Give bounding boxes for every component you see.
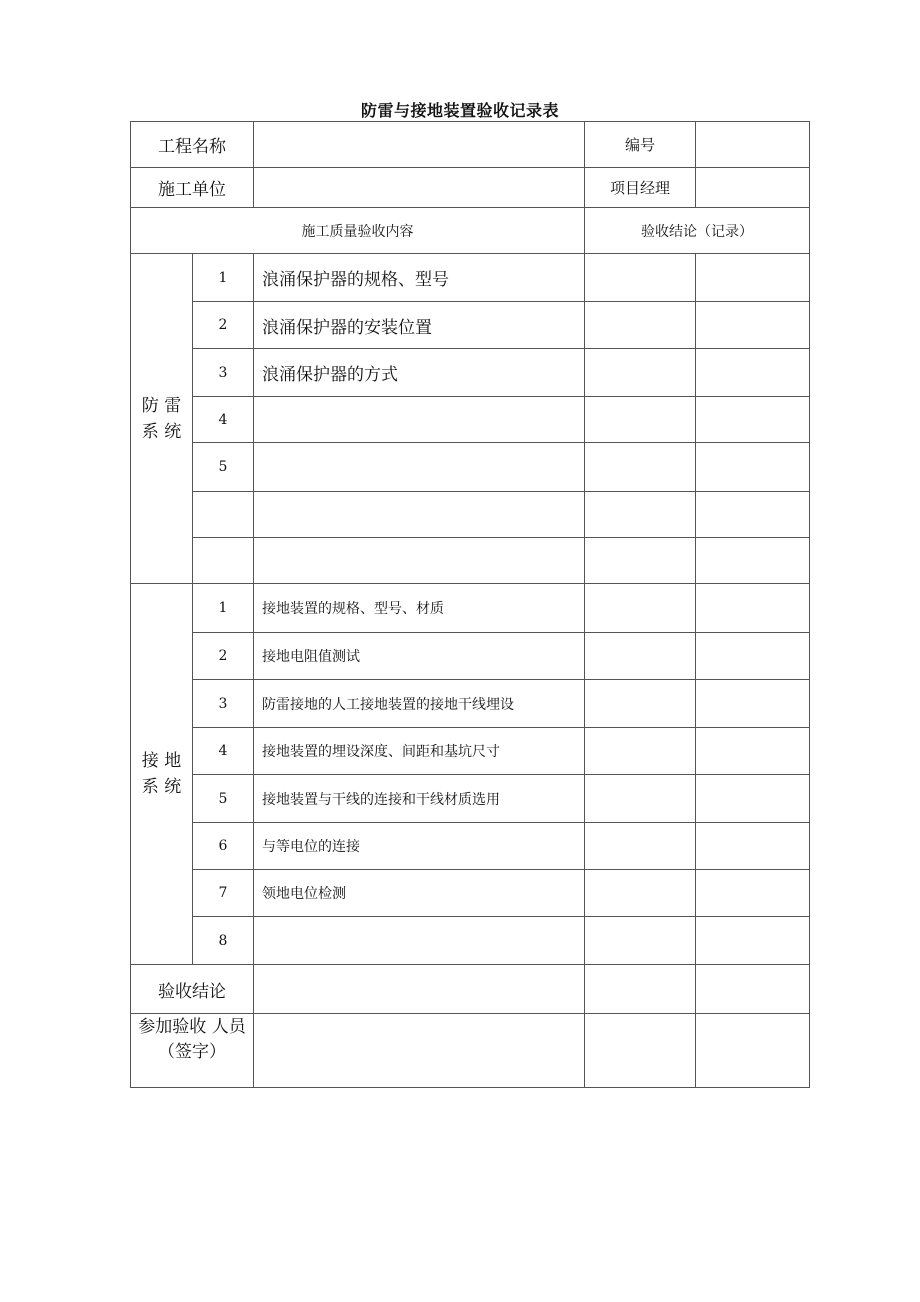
- content-header: 施工质量验收内容: [131, 208, 585, 254]
- table-row: [131, 538, 810, 584]
- project-name-field[interactable]: [254, 122, 585, 168]
- result-cell[interactable]: [585, 538, 696, 584]
- table-row: [131, 728, 810, 775]
- result-cell[interactable]: [585, 728, 696, 775]
- table-row: [131, 443, 810, 492]
- table-row: [131, 397, 810, 443]
- record-cell[interactable]: [696, 728, 810, 775]
- row-item[interactable]: [254, 492, 585, 538]
- signature-field[interactable]: [254, 1014, 585, 1088]
- result-cell[interactable]: [585, 917, 696, 965]
- result-cell[interactable]: [585, 775, 696, 823]
- table-row: [131, 349, 810, 397]
- row-number: 6: [193, 823, 254, 870]
- lightning-section-label: [131, 254, 193, 584]
- record-cell[interactable]: [696, 254, 810, 302]
- result-cell[interactable]: [585, 680, 696, 728]
- row-number: 1: [193, 254, 254, 302]
- row-number: 3: [193, 680, 254, 728]
- record-cell[interactable]: [696, 775, 810, 823]
- row-number: 7: [193, 870, 254, 917]
- record-cell[interactable]: [696, 870, 810, 917]
- record-cell[interactable]: [696, 349, 810, 397]
- row-number: 5: [193, 775, 254, 823]
- row-item: 接地装置的规格、型号、材质: [254, 584, 585, 633]
- conclusion-label: 验收结论: [131, 965, 254, 1014]
- row-number[interactable]: [193, 538, 254, 584]
- table-row: [131, 584, 810, 633]
- contractor-field[interactable]: [254, 168, 585, 208]
- conclusion-field[interactable]: [585, 965, 696, 1014]
- contractor-label: 施工单位: [131, 168, 254, 208]
- record-cell[interactable]: [696, 538, 810, 584]
- number-label: 编号: [585, 122, 696, 168]
- grounding-section-label: [131, 584, 193, 965]
- result-cell[interactable]: [585, 302, 696, 349]
- row-number: 5: [193, 443, 254, 492]
- row-item[interactable]: [254, 397, 585, 443]
- result-cell[interactable]: [585, 397, 696, 443]
- row-number: 2: [193, 302, 254, 349]
- row-item: 与等电位的连接: [254, 823, 585, 870]
- result-cell[interactable]: [585, 492, 696, 538]
- row-number[interactable]: [193, 492, 254, 538]
- signature-field[interactable]: [585, 1014, 696, 1088]
- table-row: [131, 775, 810, 823]
- project-name-row: [131, 122, 810, 168]
- acceptance-record-table: [130, 121, 810, 1088]
- result-cell[interactable]: [585, 584, 696, 633]
- participants-row: [131, 1014, 810, 1088]
- row-item: 防雷接地的人工接地装置的接地干线埋设: [254, 680, 585, 728]
- table-row: [131, 917, 810, 965]
- result-cell[interactable]: [585, 254, 696, 302]
- content-header-row: [131, 208, 810, 254]
- record-cell[interactable]: [696, 584, 810, 633]
- row-number: 4: [193, 397, 254, 443]
- conclusion-field[interactable]: [254, 965, 585, 1014]
- row-item[interactable]: [254, 538, 585, 584]
- section-label-line: 接 地: [141, 751, 182, 771]
- conclusion-record-header: 验收结论（记录）: [585, 208, 810, 254]
- participants-label-line: （签字）: [158, 1042, 226, 1062]
- row-number: 8: [193, 917, 254, 965]
- row-number: 1: [193, 584, 254, 633]
- row-item: 接地装置与干线的连接和干线材质选用: [254, 775, 585, 823]
- number-field[interactable]: [696, 122, 810, 168]
- record-cell[interactable]: [696, 443, 810, 492]
- row-item[interactable]: [254, 917, 585, 965]
- row-item: 浪涌保护器的方式: [254, 349, 585, 397]
- signature-field[interactable]: [696, 1014, 810, 1088]
- section-label-line: 防 雷: [141, 395, 182, 416]
- record-cell[interactable]: [696, 633, 810, 680]
- row-number: 4: [193, 728, 254, 775]
- contractor-row: [131, 168, 810, 208]
- table-row: [131, 680, 810, 728]
- row-item[interactable]: [254, 443, 585, 492]
- row-item: 接地电阻值测试: [254, 633, 585, 680]
- page-title: 防雷与接地装置验收记录表: [360, 101, 559, 120]
- row-item: 接地装置的埋设深度、间距和基坑尺寸: [254, 728, 585, 775]
- record-cell[interactable]: [696, 680, 810, 728]
- row-number: 2: [193, 633, 254, 680]
- table-row: [131, 302, 810, 349]
- result-cell[interactable]: [585, 870, 696, 917]
- participants-label-line: 参加验收 人员: [138, 1017, 246, 1037]
- row-item: 领地电位检测: [254, 870, 585, 917]
- table-row: [131, 633, 810, 680]
- table-row: [131, 492, 810, 538]
- result-cell[interactable]: [585, 823, 696, 870]
- record-cell[interactable]: [696, 917, 810, 965]
- section-label-line: 系 统: [141, 777, 182, 797]
- table-row: [131, 823, 810, 870]
- row-item: 浪涌保护器的规格、型号: [254, 254, 585, 302]
- participants-label: [131, 1014, 254, 1088]
- result-cell[interactable]: [585, 443, 696, 492]
- row-item: 浪涌保护器的安装位置: [254, 302, 585, 349]
- conclusion-row: [131, 965, 810, 1014]
- section-label-line: 系 统: [141, 421, 182, 442]
- result-cell[interactable]: [585, 349, 696, 397]
- row-number: 3: [193, 349, 254, 397]
- project-name-label: 工程名称: [131, 122, 254, 168]
- table-row: [131, 870, 810, 917]
- table-row: [131, 254, 810, 302]
- record-cell[interactable]: [696, 397, 810, 443]
- conclusion-field[interactable]: [696, 965, 810, 1014]
- record-cell[interactable]: [696, 823, 810, 870]
- manager-field[interactable]: [696, 168, 810, 208]
- result-cell[interactable]: [585, 633, 696, 680]
- manager-label: 项目经理: [585, 168, 696, 208]
- record-cell[interactable]: [696, 302, 810, 349]
- record-cell[interactable]: [696, 492, 810, 538]
